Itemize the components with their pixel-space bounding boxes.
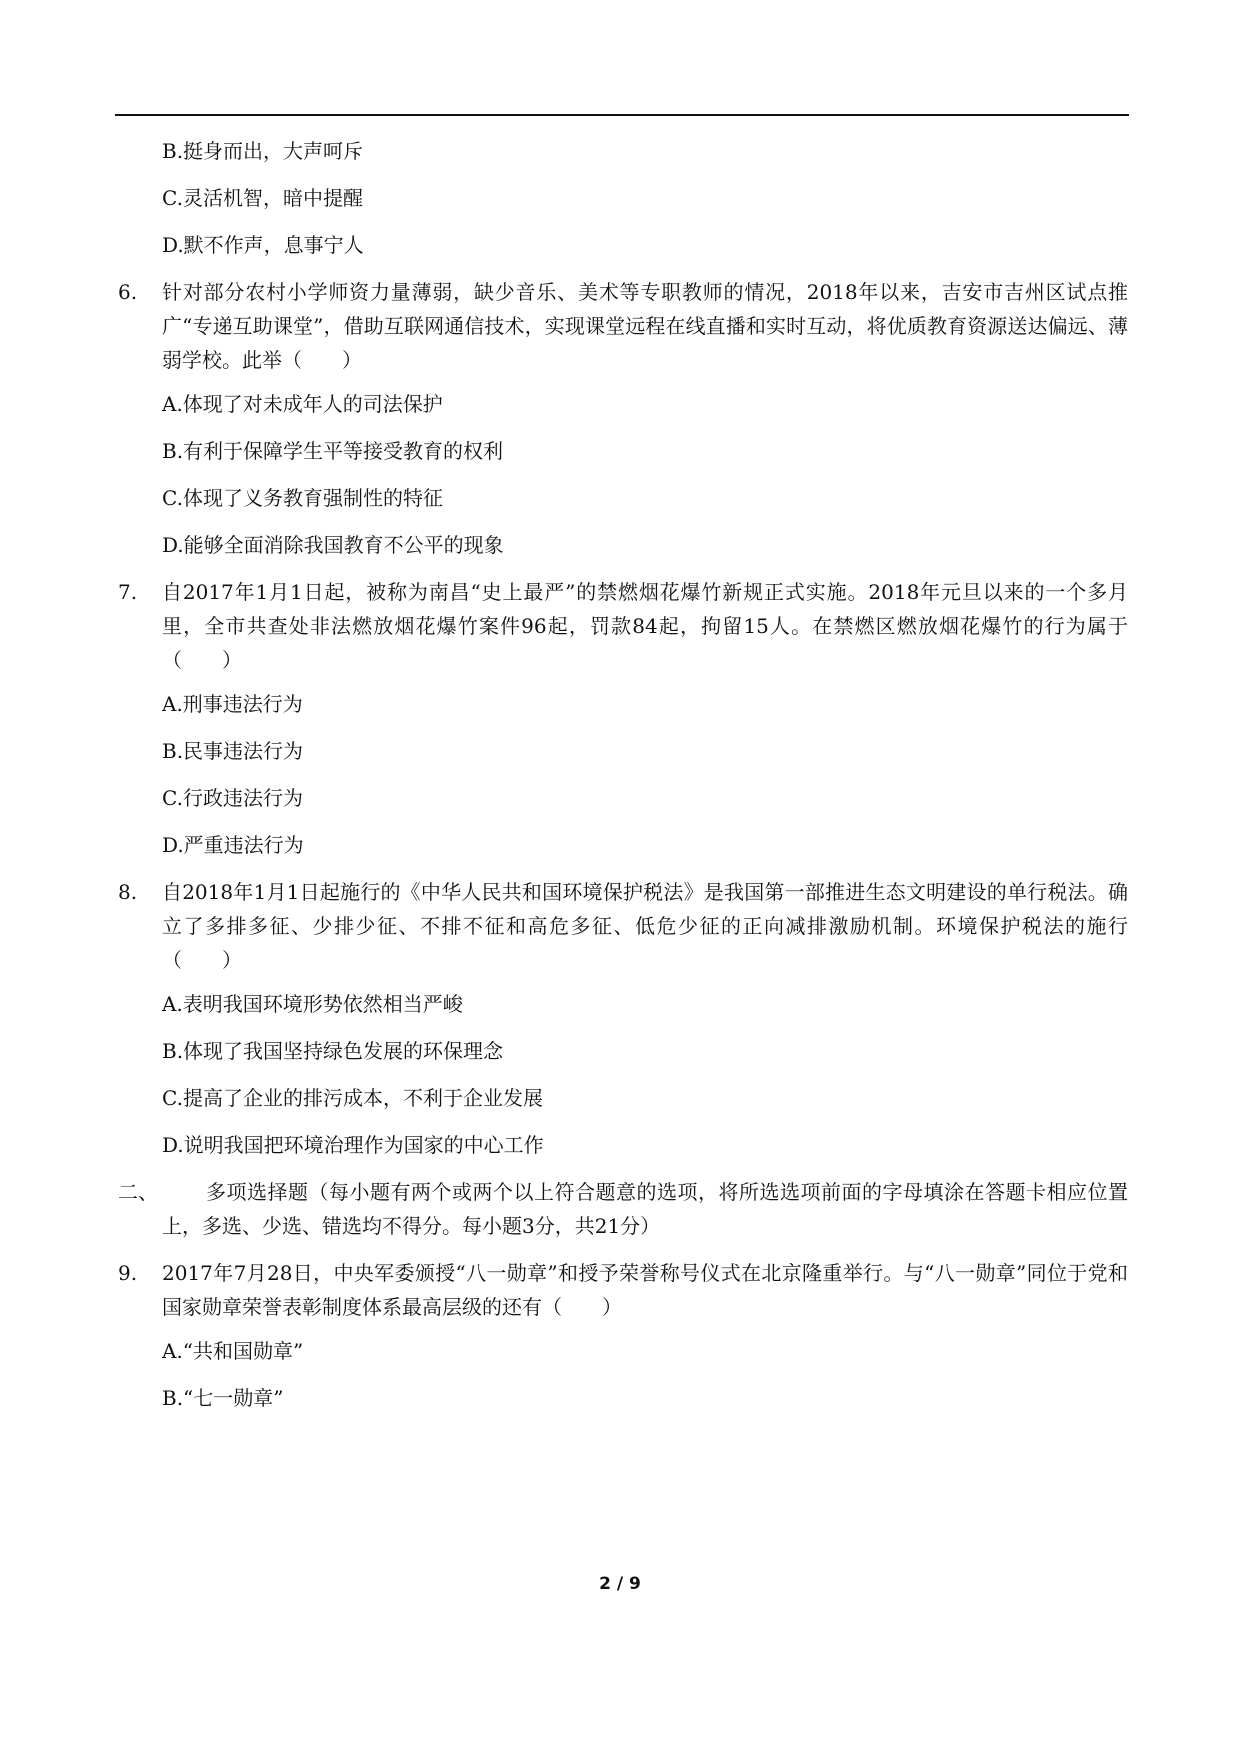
question-number: 7. <box>118 580 138 604</box>
option-item: A.体现了对未成年人的司法保护 <box>162 392 443 416</box>
question-text: 自2018年1月1日起施行的《中华人民共和国环境保护税法》是我国第一部推进生态文明建设的单行税法。确立了多排多征、少排少征、不排不征和高危多征、低危少征的正向减排激励机制。环境保护税法的施行（ ） <box>162 880 1128 972</box>
question-6 <box>118 275 1128 377</box>
option-item: A.“共和国勋章” <box>162 1339 304 1363</box>
question-number: 6. <box>118 280 138 304</box>
option-item: D.严重违法行为 <box>162 833 304 857</box>
header-rule <box>115 114 1129 116</box>
question-text: 2017年7月28日，中央军委颁授“八一勋章”和授予荣誉称号仪式在北京隆重举行。与“八一勋章”同位于党和国家勋章荣誉表彰制度体系最高层级的还有（ ） <box>162 1261 1128 1319</box>
option-item: C.提高了企业的排污成本，不利于企业发展 <box>162 1086 543 1110</box>
option-item: C.灵活机智，暗中提醒 <box>162 186 363 210</box>
option-item: A.表明我国环境形势依然相当严峻 <box>162 992 463 1016</box>
option-item: D.默不作声，息事宁人 <box>162 233 364 257</box>
option-item: B.“七一勋章” <box>162 1386 284 1410</box>
question-9 <box>118 1256 1128 1324</box>
question-8 <box>118 875 1128 977</box>
option-item: D.能够全面消除我国教育不公平的现象 <box>162 533 504 557</box>
section-number: 二、 <box>118 1180 158 1204</box>
option-item: B.挺身而出，大声呵斥 <box>162 139 364 163</box>
option-item: B.民事违法行为 <box>162 739 304 763</box>
question-number: 9. <box>118 1261 138 1285</box>
page-content <box>118 134 1128 1415</box>
question-7 <box>118 575 1128 677</box>
option-item: D.说明我国把环境治理作为国家的中心工作 <box>162 1133 544 1157</box>
question-text: 自2017年1月1日起，被称为南昌“史上最严”的禁燃烟花爆竹新规正式实施。2018年元旦以来的一个多月里，全市共查处非法燃放烟花爆竹案件96起，罚款84起，拘留15人。在禁燃区燃放烟花爆竹的行为属于（ ） <box>162 580 1128 672</box>
question-number: 8. <box>118 880 138 904</box>
question-text: 针对部分农村小学师资力量薄弱，缺少音乐、美术等专职教师的情况，2018年以来，吉安市吉州区试点推广“专递互助课堂”，借助互联网通信技术，实现课堂远程在线直播和实时互动，将优质教育资源送达偏远、薄弱学校。此举（ ） <box>162 280 1128 372</box>
page-number: 2 / 9 <box>599 1574 641 1594</box>
option-item: C.体现了义务教育强制性的特征 <box>162 486 443 510</box>
option-item: B.体现了我国坚持绿色发展的环保理念 <box>162 1039 504 1063</box>
section-heading-multiple-choice <box>118 1175 1128 1243</box>
option-item: A.刑事违法行为 <box>162 692 303 716</box>
option-item: B.有利于保障学生平等接受教育的权利 <box>162 439 504 463</box>
option-item: C.行政违法行为 <box>162 786 303 810</box>
section-text: 多项选择题（每小题有两个或两个以上符合题意的选项，将所选选项前面的字母填涂在答题卡相应位置上，多选、少选、错选均不得分。每小题3分，共21分） <box>162 1180 1128 1238</box>
